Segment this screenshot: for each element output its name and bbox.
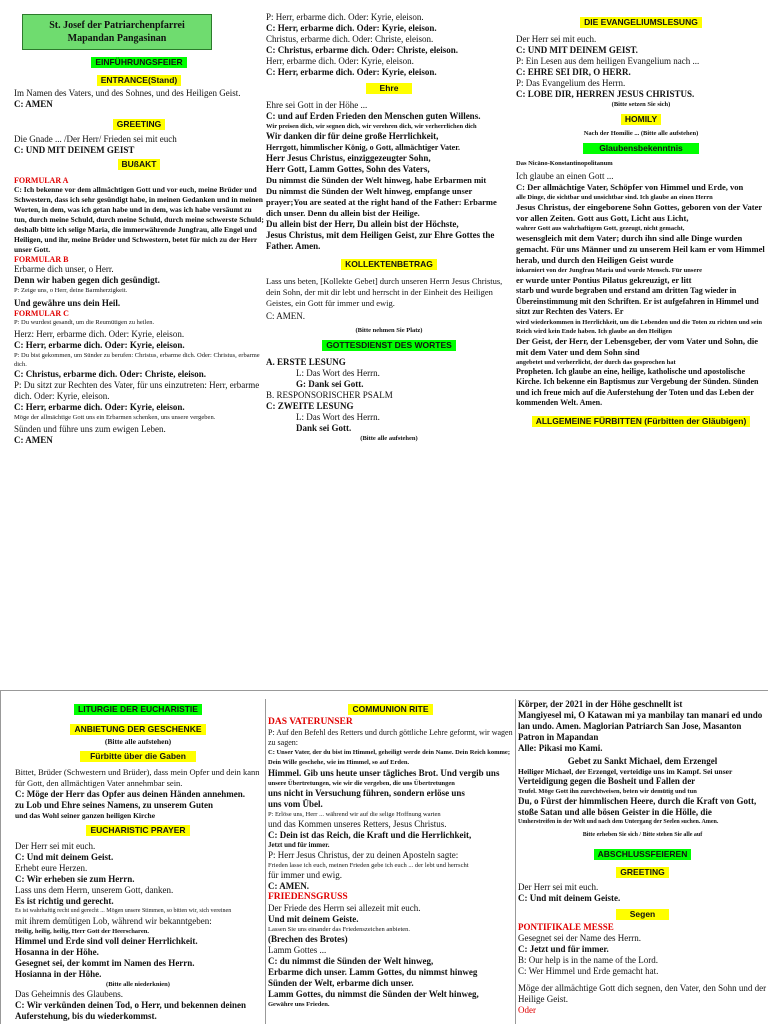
- heading-friedensgruss: FRIEDENSGRUSS: [268, 892, 348, 902]
- gloria-line: Herr Gott, Lamm Gottes, Sohn des Vaters,: [266, 164, 430, 174]
- creed-line: alle Dinge, die sichtbar und unsichtbar sind. Ich glaube an einen Herrn: [516, 194, 713, 201]
- text-line: und das Kommen unseres Retters, Jesus Christus.: [268, 819, 447, 829]
- gloria-line: Wir preisen dich, wir segnen dich, wir verehren dich, wir verherrlichen dich: [266, 123, 477, 130]
- parish-location: Mapandan Pangasinan: [67, 33, 167, 44]
- prayer-line: Verteidigung gegen die Bosheit und Fallen der: [518, 776, 696, 786]
- formular-c-label: FORMULAR C: [14, 309, 69, 318]
- response-line: Und gewähre uns dein Heil.: [14, 298, 121, 308]
- creed-line: er wurde unter Pontius Pilatus gekreuzigt, er litt: [516, 275, 692, 285]
- heading-communion-rite: COMMUNION RITE: [348, 704, 432, 715]
- formular-a-label: FORMULAR A: [14, 176, 69, 185]
- confiteor-text: C: Ich bekenne vor dem allmächtigen Gott und vor euch, meine Brüder und Schwestern, dass ich sehr gesündigt habe, in meinen Gedanken und in meinen Worten, in dem, was ich getan habe und in dem, was ich habe versäumt zu tun, durch meine Schuld, durch meine Schuld, durch meine schwerste Schuld; deshalb bitte ich selige Maria, die immerwährende Jungfrau, alle Engel und Heiligen, und ihr, meine Brüder und Schwestern, betet für mich zu der Herr unser Gott.: [14, 185, 264, 254]
- gloria-line: Herr Jesus Christus, einziggezeugter Sohn,: [266, 153, 431, 163]
- our-father-line: unsere Übertretungen, wie wir die vergeben, die uns Übertretungen: [268, 780, 455, 787]
- creed-line: wesensgleich mit dem Vater; durch ihn sind alle Dinge wurden gemacht. Für uns Männer und zu unserem Heil kam er vom Himmel herab, und durch den Heiligen Geist wurde: [516, 233, 765, 265]
- creed-line: inkarniert von der Jungfrau Maria und wurde Mensch. Für unsere: [516, 267, 702, 274]
- text-line: Lassen Sie uns einander das Friedenszeichen anbieten.: [268, 926, 411, 933]
- response-line: C: AMEN.: [268, 881, 309, 891]
- page2-column-1: [15, 699, 261, 1024]
- kyrie-line: P: Herr, erbarme dich. Oder: Kyrie, eleison.: [266, 12, 424, 22]
- response-line: C: Herr, erbarme dich. Oder: Kyrie, eleison.: [14, 402, 185, 412]
- sanctus-line: Heilig, heilig, heilig, Herr Gott der Heerscharen.: [15, 928, 149, 935]
- creed-line: Der Geist, der Herr, der Lebensgeber, der vom Vater und Sohn, die mit dem Vater und dem Sohn sind: [516, 335, 759, 357]
- agnus-dei-line: Sünden der Welt, erbarme dich unser.: [268, 978, 414, 988]
- gloria-line: Wir danken dir für deine große Herrlichkeit,: [266, 131, 439, 141]
- prayer-line: Heiliger Michael, der Erzengel, verteidige uns im Kampf. Sei unser: [518, 767, 733, 776]
- heading-liturgie-der-eucharistie: LITURGIE DER EUCHARISTIE: [74, 704, 202, 715]
- response-line: C: Möge der Herr das Opfer aus deinen Händen annehmen.: [15, 789, 246, 799]
- parish-title: St. Josef der Patriarchenpfarrei: [49, 20, 185, 31]
- text-line: Gesegnet sei der Name des Herrn.: [518, 933, 641, 943]
- response-line: C: Christus, erbarme dich. Oder: Christe, eleison.: [14, 369, 206, 379]
- oder-label: Oder: [518, 1005, 536, 1015]
- text-line: P: Herr Jesus Christus, der zu deinen Aposteln sagte:: [268, 850, 459, 860]
- text-line: Sünden und führe uns zum ewigen Leben.: [14, 424, 166, 434]
- heading-kollektenbetrag: KOLLEKTENBETRAG: [341, 259, 437, 270]
- text-line: Herz: Herr, erbarme dich. Oder: Kyrie, eleison.: [14, 329, 185, 339]
- text-line: P: Du wurdest gesandt, um die Reumütigen zu heilen.: [14, 319, 155, 326]
- response-line: Auferstehung, bis du wiederkommst.: [15, 1011, 157, 1021]
- page-1: [0, 0, 768, 490]
- instruction-sit: (Bitte setzen Sie sich): [611, 101, 671, 108]
- response-line: C: Und mit deinem Geist.: [15, 852, 114, 862]
- text-line: Es ist wahrhaftig recht und gerecht ... Mögen unsere Stimmen, so bitten wir, sich vereinen: [15, 908, 232, 914]
- gloria-line: Du allein bist der Herr, Du allein bist der Höchste,: [266, 219, 459, 229]
- creed-line: wahrer Gott aus wahrhaftigem Gott, gezeugt, nicht gemacht,: [516, 225, 685, 232]
- response-line: Denn wir haben gegen dich gesündigt.: [14, 275, 160, 285]
- heading-eucharistic-prayer: EUCHARISTIC PRAYER: [86, 825, 189, 836]
- page2-column-3: [515, 699, 767, 1024]
- text-line: mit ihrem demütigen Lob, während wir bekanntgeben:: [15, 916, 212, 926]
- response-line: Dank sei Gott.: [296, 423, 352, 433]
- heading-greeting: GREETING: [616, 867, 668, 878]
- page2-column-2: [265, 699, 513, 1024]
- agnus-dei-line: Gewähre uns Frieden.: [268, 1001, 330, 1008]
- heading-greeting: GREETING: [113, 119, 165, 130]
- collect-text: Lass uns beten, [Kollekte Gebet] durch unseren Herrn Jesus Christus, dein Sohn, der mit dir lebt und herrscht in der Einheit des Heiligen Geistes, ein Gott für immer und ewig.: [266, 276, 503, 308]
- heading-anbietung: ANBIETUNG DER GESCHENKE: [70, 724, 205, 735]
- kyrie-line: Herr, erbarme dich. Oder: Kyrie, eleison.: [266, 56, 414, 66]
- heading-glaubensbekenntnis: Glaubensbekenntnis: [583, 143, 699, 154]
- response-line: C: UND MIT DEINEM GEIST.: [516, 45, 638, 55]
- heading-bussakt: BUßAKT: [118, 159, 161, 170]
- michael-prayer-title: Gebet zu Sankt Michael, dem Erzengel: [567, 756, 718, 766]
- page1-column-1: [14, 10, 264, 446]
- heading-vaterunser: DAS VATERUNSER: [268, 717, 353, 727]
- gloria-line: Du nimmst die Sünden der Welt hinweg, habe Erbarmen mit: [266, 175, 487, 185]
- response-line: C: Herr, erbarme dich. Oder: Kyrie, eleison.: [14, 340, 185, 350]
- instruction-kneel: (Bitte alle niederknien): [106, 981, 170, 988]
- text-line: P: Erlöse uns, Herr ... während wir auf die selige Hoffnung warten: [268, 811, 441, 818]
- instruction-stand: Bitte erheben Sie sich / Bitte stehen Sie alle auf: [582, 832, 703, 838]
- gloria-line: Ehre sei Gott in der Höhe ...: [266, 100, 368, 110]
- response-line: G: Dank sei Gott.: [296, 379, 364, 389]
- kyrie-response: C: Herr, erbarme dich. Oder: Kyrie, eleison.: [266, 67, 437, 77]
- response-line: C: Dein ist das Reich, die Kraft und die Herrlichkeit,: [268, 830, 472, 840]
- heading-evangeliumslesung: DIE EVANGELIUMSLESUNG: [580, 17, 702, 28]
- agnus-dei-line: Lamm Gottes, du nimmst die Sünden der Welt hinweg,: [268, 989, 479, 999]
- sanctus-line: Gesegnet sei, der kommt im Namen des Herrn.: [15, 958, 195, 968]
- instruction-stand: (Bitte alle aufstehen): [104, 737, 172, 746]
- text-line: für immer und ewig.: [268, 870, 342, 880]
- response-line: C: Wir verkünden deinen Tod, o Herr, und bekennen deinen: [15, 1000, 246, 1010]
- response-line: C: AMEN.: [266, 311, 306, 321]
- creed-line: angebetet und verherrlicht, der durch das gesprochen hat: [516, 358, 676, 366]
- kyrie-response: C: Christus, erbarme dich. Oder: Christe, eleison.: [266, 45, 458, 55]
- parish-title-box: [22, 14, 212, 50]
- text-line: C: Wer Himmel und Erde gemacht hat.: [518, 966, 659, 976]
- creed-line: Ich glaube an einen Gott ...: [516, 171, 614, 181]
- gloria-line: C: und auf Erden Frieden den Menschen guten Willens.: [266, 111, 481, 121]
- text-line: Lamm Gottes ...: [268, 945, 327, 955]
- creed-line: starb und wurde begraben und erstand am dritten Tag wieder in Übereinstimmung mit den Schriften. Er ist aufgefahren in Himmel und sitzt zur Rechten des Vaters. Er: [516, 286, 759, 316]
- text-line: Der Herr sei mit euch.: [518, 882, 599, 892]
- heading-homily: HOMILY: [621, 114, 661, 125]
- text-line: Der Herr sei mit euch.: [516, 34, 597, 44]
- our-father-line: C: Unser Vater, der du bist im Himmel, geheiligt werde dein Name. Dein Reich komme; Dein Wille geschehe, wie im Himmel, so auf Erden.: [268, 749, 510, 766]
- page1-column-2: [266, 12, 512, 443]
- text-line: L: Das Wort des Herrn.: [296, 412, 380, 422]
- response-line: und das Wohl seiner ganzen heiligen Kirche: [15, 811, 156, 820]
- sanctus-line: Hosanna in der Höhe.: [15, 947, 99, 957]
- prayer-line: Mangiyesel mi, O Katawan mi ya manbilay tan manari ed undo lan undo. Amen. Maglorian Patriarch San Jose, Masanton Patron in Mapandan: [518, 710, 763, 742]
- prayer-line: Du, o Fürst der himmlischen Heere, durch die Kraft von Gott, stoße Satan und alle bösen Geister in die Hölle, die: [518, 796, 757, 817]
- instruction-stand: (Bitte alle aufstehen): [360, 435, 418, 442]
- text-line: P: Ein Lesen aus dem heiligen Evangelium nach ...: [516, 56, 700, 66]
- heading-entrance: ENTRANCE(Stand): [97, 75, 182, 86]
- response-line: C: Wir erheben sie zum Herrn.: [15, 874, 135, 884]
- heading-segen: Segen: [616, 909, 670, 920]
- page-2: [0, 690, 768, 1024]
- response-line: Und mit deinem Geiste.: [268, 914, 359, 924]
- text-line: Möge der allmächtige Gott dich segnen, den Vater, den Sohn und der Heilige Geist.: [518, 983, 767, 1004]
- text-line: Frieden lasse ich euch, meinen Frieden gebe ich euch ... der lebt und herrscht: [268, 862, 469, 869]
- heading-einfuehrungsfeier: EINFÜHRUNGSFEIER: [91, 57, 186, 68]
- text-line: Das Geheimnis des Glaubens.: [15, 989, 123, 999]
- text-line: P: Du bist gekommen, um Sünder zu berufen: Christus, erbarme dich. Oder: Christus, erbarme dich.: [14, 352, 260, 368]
- page1-column-3: [516, 12, 766, 429]
- creed-line: Jesus Christus, der eingeborene Sohn Gottes, geboren von der Vater vor allen Zeiten. Gott aus Gott, Licht aus Licht,: [516, 202, 762, 223]
- text-line: Die Gnade ... /Der Herr/ Frieden sei mit euch: [14, 134, 177, 144]
- reading-heading: C: ZWEITE LESUNG: [266, 401, 354, 411]
- agnus-dei-line: C: du nimmst die Sünden der Welt hinweg,: [268, 956, 434, 966]
- creed-line: Propheten. Ich glaube an eine, heilige, katholische und apostolische Kirche. Ich bekenne ein Baptismus zur Vergebung der Sünden. Sünden und ich freue mich auf die Auferstehung der Toten und das Leben der kommenden Welt. Amen.: [516, 366, 759, 407]
- reading-heading: B. RESPONSORISCHER PSALM: [266, 390, 393, 400]
- heading-abschlussfeieren: ABSCHLUSSFEIEREN: [594, 849, 692, 860]
- response-line: C: LOBE DIR, HERREN JESUS CHRISTUS.: [516, 89, 695, 99]
- text-line: L: Das Wort des Herrn.: [296, 368, 380, 378]
- heading-pontifikale-messe: PONTIFIKALE MESSE: [518, 922, 614, 932]
- prayer-line: Körper, der 2021 in der Höhe geschnellt ist: [518, 699, 683, 709]
- text-line: P: Zeige uns, o Herr, deine Barmherzigkeit.: [14, 287, 128, 294]
- response-line: C: Jetzt und für immer.: [518, 944, 609, 954]
- response-line: C: UND MIT DEINEM GEIST: [14, 145, 135, 155]
- response-line: Es ist richtig und gerecht.: [15, 896, 114, 906]
- response-line: C: Und mit deinem Geiste.: [518, 893, 621, 903]
- kyrie-line: Christus, erbarme dich. Oder: Christe, eleison.: [266, 34, 434, 44]
- heading-gottesdienst-des-wortes: GOTTESDIENST DES WORTES: [322, 340, 456, 351]
- creed-line: C: Der allmächtige Vater, Schöpfer von Himmel und Erde, von: [516, 182, 744, 192]
- response-line: C: AMEN: [14, 99, 53, 109]
- sanctus-line: Hosianna in der Höhe.: [15, 969, 102, 979]
- agnus-dei-line: Erbarme dich unser. Lamm Gottes, du nimmst hinweg: [268, 967, 478, 977]
- our-father-line: uns nicht in Versuchung führen, sondern erlöse uns: [268, 788, 465, 798]
- text-line: Bittet, Brüder (Schwestern und Brüder), dass mein Opfer und dein kann für Gott, den allmächtigen Vater annehmbar sein.: [15, 767, 260, 788]
- prayer-line: Alle: Pikasi mo Kami.: [518, 743, 603, 753]
- text-line: P: Du sitzt zur Rechten des Vater, für uns einzutreten: Herr, erbarme dich. Oder: Kyrie, eleison.: [14, 380, 260, 401]
- text-line: Der Herr sei mit euch.: [15, 841, 96, 851]
- creed-subtitle: Das Nicäno-Konstantinopolitanum: [516, 160, 613, 167]
- gloria-line: Herrgott, himmlischer König, o Gott, allmächtiger Vater.: [266, 143, 461, 152]
- sanctus-line: Himmel und Erde sind voll deiner Herrlichkeit.: [15, 936, 198, 946]
- text-line: Möge der allmächtige Gott uns ein Erbarmen schenken, uns unsere vergeben.: [14, 414, 216, 421]
- response-line: zu Lob und Ehre seines Namens, zu unserem Guten: [15, 800, 213, 810]
- text-line: (Brechen des Brotes): [268, 934, 348, 944]
- response-line: Jetzt und für immer.: [268, 841, 330, 849]
- prayer-line: Umherstreifen in der Welt und nach dem Untergang der Seelen suchen. Amen.: [518, 819, 719, 825]
- gloria-line: Du nimmst die Sünden der Welt hinweg, empfange unser prayer;You are seated at the right hand of the Father: Erbarme dich unser. Denn du allein bist der Heilige.: [266, 186, 497, 218]
- text-line: Der Friede des Herrn sei allezeit mit euch.: [268, 903, 421, 913]
- our-father-line: uns vom Übel.: [268, 799, 323, 809]
- creed-line: wird wiederkommen in Herrlichkeit, um die Lebenden und die Toten zu richten und sein Reich wird kein Ende haben. Ich glaube an den Heiligen: [516, 318, 762, 335]
- text-line: Erhebt eure Herzen.: [15, 863, 88, 873]
- text-line: B: Our help is in the name of the Lord.: [518, 955, 658, 965]
- response-line: C: EHRE SEI DIR, O HERR.: [516, 67, 631, 77]
- heading-allgemeine-fuerbitten: ALLGEMEINE FÜRBITTEN (Fürbitten der Gläubigen): [532, 416, 751, 427]
- response-line: C: AMEN: [14, 435, 53, 445]
- kyrie-response: C: Herr, erbarme dich. Oder: Kyrie, eleison.: [266, 23, 437, 33]
- instruction-stand: Nach der Homilie ... (Bitte alle aufstehen): [583, 130, 699, 137]
- heading-ehre: Ehre: [366, 83, 413, 94]
- our-father-line: Himmel. Gib uns heute unser tägliches Brot. Und vergib uns: [268, 768, 500, 778]
- text-line: P: Das Evangelium des Herrn.: [516, 78, 626, 88]
- heading-fuerbitte-gaben: Fürbitte über die Gaben: [80, 751, 196, 762]
- instruction-sit: (Bitte nehmen Sie Platz): [355, 327, 423, 334]
- text-line: Lass uns dem Herrn, unserem Gott, danken.: [15, 885, 174, 895]
- reading-heading: A. ERSTE LESUNG: [266, 357, 346, 367]
- text-line: P: Auf den Befehl des Retters und durch göttliche Lehre geformt, wir wagen zu sagen:: [268, 728, 513, 747]
- gloria-line: Jesus Christus, mit dem Heiligen Geist, zur Ehre Gottes the Father. Amen.: [266, 230, 495, 251]
- text-line: Erbarme dich unser, o Herr.: [14, 264, 114, 274]
- prayer-line: Teufel. Möge Gott ihn zurechtweisen, beten wir demütig und tun: [518, 788, 697, 795]
- text-line: Im Namen des Vaters, und des Sohnes, und des Heiligen Geist.: [14, 88, 241, 98]
- formular-b-label: FORMULAR B: [14, 255, 69, 264]
